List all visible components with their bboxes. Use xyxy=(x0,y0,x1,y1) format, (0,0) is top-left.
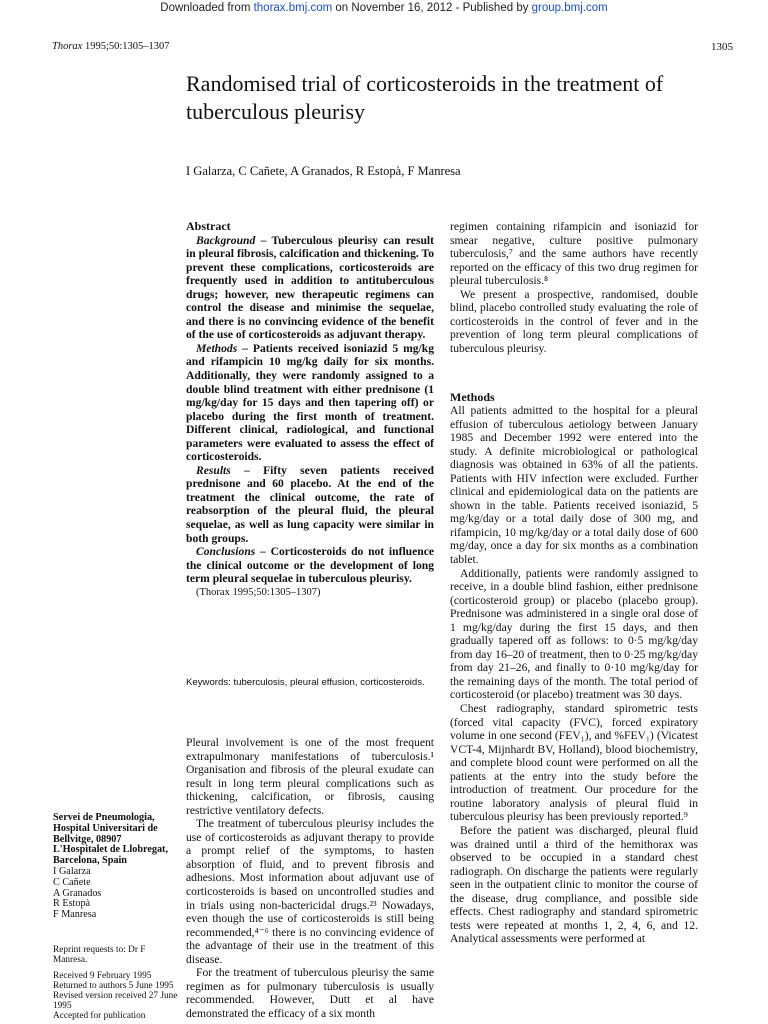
results-text: – Fifty seven patients received prednisone and 60 placebo. At the end of the treatment the clinical outcome, the rate of reabsorption of the pleural fluid, the pleural sequelae, as well as lung capacity were similar in both groups. xyxy=(186,463,434,545)
intro-paragraph-3: For the treatment of tuberculous pleurisy the same regimen as for pulmonary tuberculosis is usually recommended. However, Dutt et al have demonstrated the efficacy of a six month xyxy=(186,966,434,1020)
author-list: I Galarza, C Cañete, A Granados, R Estopà, F Manresa xyxy=(186,164,461,178)
abstract-conclusions xyxy=(186,545,434,586)
methods-section xyxy=(450,404,698,946)
article-title: Randomised trial of corticosteroids in the treatment of tuberculous pleurisy xyxy=(186,71,664,124)
keywords: Keywords: tuberculosis, pleural effusion, corticosteroids. xyxy=(186,677,425,688)
intro-paragraph-4: regimen containing rifampicin and isoniazid for smear negative, culture positive pulmonary tuberculosis,⁷ and the same authors have recently reported on the efficacy of this two drug regimen for pleural tuberculosis.⁸ xyxy=(450,220,698,288)
running-head xyxy=(52,41,170,52)
background-label: Background xyxy=(196,233,256,247)
introduction-continued xyxy=(450,220,698,355)
download-prefix: Downloaded from xyxy=(160,2,254,14)
methods-paragraph-1: All patients admitted to the hospital for a pleural effusion of tuberculous aetiology between January 1985 and December 1992 were entered into the study. A definite microbiological or pathological diagnosis was obtained in 63% of all the patients. Patients with HIV infection were excluded. Further clinical and epidemiological data on the patients are shown in the table. Patients received isoniazid, 5 mg/kg/day or a total daily dose of 300 mg, and rifampicin, 10 mg/kg/day or a total daily dose of 600 mg/day, once a day for six months as a combination tablet. xyxy=(450,404,698,567)
reprint-and-dates xyxy=(53,945,178,1021)
results-label: Results xyxy=(196,463,231,477)
page-number: 1305 xyxy=(711,41,733,53)
affiliation xyxy=(53,813,178,921)
download-middle: on November 16, 2012 - Published by xyxy=(332,2,532,14)
received-date: Received 9 February 1995 xyxy=(53,971,152,981)
methods-paragraph-4: Before the patient was discharged, pleural fluid was drained until a third of the hemithorax was observed to be occupied in a standard chest radiograph. On discharge the patients were regularly seen in the outpatient clinic to monitor the course of the disease, drug compliance, and possible side effects. Chest radiography and standard spirometric tests were repeated at months 1, 2, 4, 6, and 12. Analytical assessments were performed at xyxy=(450,823,698,946)
methods-paragraph-3: Chest radiography, standard spirometric tests (forced vital capacity (FVC), forced expiratory volume in one second (FEV₁), and %FEV₁) (Vicatest VCT-4, Mijnhardt BV, Holland), blood biochemistry, and complete blood count were performed on all the patients at the entry into the study before the introduction of treatment. Our procedure for the routine laboratory analysis of pleural fluid in tuberculous pleurisy has been previously reported.⁹ xyxy=(450,702,698,824)
affiliation-author: I Galarza xyxy=(53,865,91,877)
introduction xyxy=(186,736,434,1020)
thorax-site-link[interactable]: thorax.bmj.com xyxy=(253,2,333,14)
reprint-requests: Reprint requests to: Dr F Manresa. xyxy=(53,945,146,965)
methods-paragraph-2: Additionally, patients were randomly assigned to receive, in a double blind fashion, either prednisone (corticosteroid group) or placebo (placebo group). Prednisone was administered in a single oral dose of 1 mg/kg/day during the first 15 days, and then gradually tapered off as follows: to 0·5 mg/kg/day from day 16–20 of treatment, then to 0·25 mg/kg/day from day 21–26, and finally to 0·10 mg/kg/day for the remaining days of the month. The total period of corticosteroid (or placebo) treatment was 30 days. xyxy=(450,566,698,702)
abstract-background xyxy=(186,234,434,342)
returned-date: Returned to authors 5 June 1995 xyxy=(53,981,174,991)
intro-paragraph-1: Pleural involvement is one of the most frequent extrapulmonary manifestations of tuberculosis.¹ Organisation and fibrosis of the pleural exudate can result in long term pleural complications such as thickening, calcification, or fibrosis, causing restrictive ventilatory defects. xyxy=(186,736,434,817)
affiliation-author: R Estopà xyxy=(53,898,91,910)
affiliation-author: F Manresa xyxy=(53,909,97,921)
methods-text: – Patients received isoniazid 5 mg/kg and rifampicin 10 mg/kg daily for six months. Additionally, they were randomly assigned to a double blind treatment with either prednisone (1 mg/kg/day for 15 days and then tapering off) or placebo during the first month of treatment. Different clinical, radiological, and functional parameters were evaluated to assess the effect of corticosteroids. xyxy=(186,341,434,464)
intro-paragraph-5: We present a prospective, randomised, double blind, placebo controlled study evaluating the role of corticosteroids in the control of fever and in the prevention of long term pleural complications of tuberculous pleurisy. xyxy=(450,287,698,355)
methods-heading: Methods xyxy=(450,390,495,404)
affiliation-institution: Servei de Pneumologia, Hospital Universitari de Bellvitge, 08907 L'Hospitalet de Llobregat, Barcelona, Spain xyxy=(53,812,168,867)
download-banner xyxy=(0,2,768,14)
affiliation-names xyxy=(53,867,178,921)
abstract-citation: (Thorax 1995;50:1305–1307) xyxy=(196,586,321,598)
publisher-link[interactable]: group.bmj.com xyxy=(531,2,608,14)
revised-date: Revised version received 27 June 1995 xyxy=(53,991,178,1011)
affiliation-author: A Granados xyxy=(53,887,102,899)
conclusions-text: – Corticosteroids do not influence the clinical outcome or the development of long term pleural sequelae in tuberculous pleurisy. xyxy=(186,545,434,586)
journal-name: Thorax xyxy=(52,41,83,52)
abstract-results xyxy=(186,464,434,545)
affiliation-author: C Cañete xyxy=(53,876,91,888)
methods-label: Methods xyxy=(196,341,238,355)
conclusions-label: Conclusions xyxy=(196,545,256,559)
background-text: – Tuberculous pleurisy can result in pleural fibrosis, calcification and thickening. To prevent these complications, corticosteroids are frequently used in addition to antituberculous drugs; however, new therapeutic regimens can control the disease and minimise the sequelae, and there is no convincing evidence of the benefit of the use of corticosteroids as adjuvant therapy. xyxy=(186,233,434,342)
journal-citation: 1995;50:1305–1307 xyxy=(82,41,170,52)
abstract-methods xyxy=(186,342,434,464)
abstract xyxy=(186,220,434,599)
intro-paragraph-2: The treatment of tuberculous pleurisy includes the use of corticosteroids as adjuvant therapy to provide a prompt relief of the symptoms, to hasten absorption of fluid, and to prevent fibrosis and adhesions. Most information about adjuvant use of corticosteroids is based on uncontrolled studies and in trials using non-bactericidal drugs.²³ Nowadays, even though the use of corticosteroids is still being recommended,⁴⁻⁶ there is no convincing evidence of the advantage of their use in the treatment of this disease. xyxy=(186,817,434,966)
accepted-date: Accepted for publication xyxy=(53,1011,146,1021)
abstract-heading: Abstract xyxy=(186,219,231,233)
